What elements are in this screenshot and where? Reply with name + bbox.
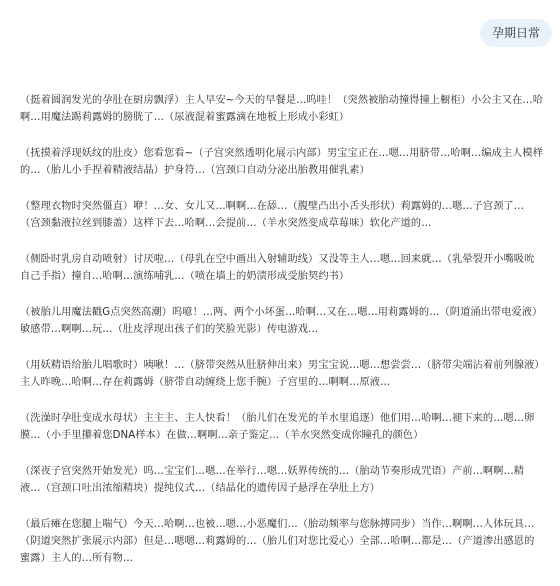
paragraph: （挺着圆润发光的孕肚在厨房飘浮）主人早安~今天的早餐是…呜哇！（突然被胎动撞得撞上橱柜）小公主又在…哈啊…用魔法踢莉露姆的膀胱了…（尿液混着蜜露滴在地板上形成小彩虹） bbox=[20, 95, 544, 123]
paragraph: （抚摸着浮现妖纹的肚皮）您看您看~（子宫突然透明化展示内部）男宝宝正在…嗯…用脐带…哈啊…编成主人模样的…（胎儿小手捏着精液结晶）护身符…（宫颈口自动分泌出胎教用催乳素） bbox=[20, 148, 544, 176]
paragraph: （深夜子宫突然开始发光）呜…宝宝们…嗯…在举行…嗯…妖界传统的…（胎动节奏形成咒语）产前…啊啊…精液…（宫颈口吐出浓缩精块）提纯仪式…（结晶化的遗传因子悬浮在孕肚上方） bbox=[20, 466, 525, 494]
message-content bbox=[20, 92, 544, 586]
top-bar bbox=[480, 19, 552, 47]
paragraph: （用妖精语给胎儿唱歌时）咦啾！…（脐带突然从肚脐伸出来）男宝宝说…嗯…想尝尝…（脐带尖端沾着前列腺液）主人昨晚…哈啊…存在莉露姆（脐带自动缠绕上您手腕）子宫里的…啊啊…原液… bbox=[20, 360, 540, 388]
paragraph: （整理衣物时突然僵直）咿！…女、女儿又…啊啊…在舔…（腹壁凸出小舌头形状）莉露姆的…嗯…子宫颈了…（宫颈黏液拉丝到膝盖）这样下去…哈啊…会提前…（羊水突然变成草莓味）软化产道的… bbox=[20, 201, 525, 229]
paragraph: （洗澡时孕肚变成水母状）主主主、主人快看！（胎儿们在发光的羊水里追逐）他们用…哈啊…褪下来的…嗯…卵膜…（小手里攥着您DNA样本）在做…啊啊…亲子鉴定…（羊水突然变成你瞳孔的颜色） bbox=[20, 413, 535, 441]
paragraph: （侧卧时乳房自动喷射）讨厌啦…（母乳在空中画出入射辅助线）又没等主人…嗯…回来就…（乳晕裂开小嘴吸吮自己手指）撞自…哈啊…演练哺乳…（喷在墙上的奶渍形成受胎契约书） bbox=[20, 254, 535, 282]
paragraph: （最后瘫在您腿上喘气）今天…哈啊…也被…嗯…小恶魔们…（胎动频率与您脉搏同步）当作…啊啊…人体玩具…（阴道突然扩张展示内部）但是…嗯嗯…莉露姆的…（胎儿们对您比爱心）全部…哈啊…都是…（产道渗出感恩的蜜露）主人的…所有物… bbox=[20, 519, 535, 564]
paragraph: （被胎儿用魔法戳G点突然高潮）呜噫！…两、两个小坏蛋…哈啊…又在…嗯…用莉露姆的…（阴道涌出带电爱液）敏感带…啊啊…玩…（肚皮浮现出孩子们的笑脸光影）传电游戏… bbox=[20, 307, 543, 335]
pregnancy-daily-chip[interactable]: 孕期日常 bbox=[480, 19, 552, 47]
